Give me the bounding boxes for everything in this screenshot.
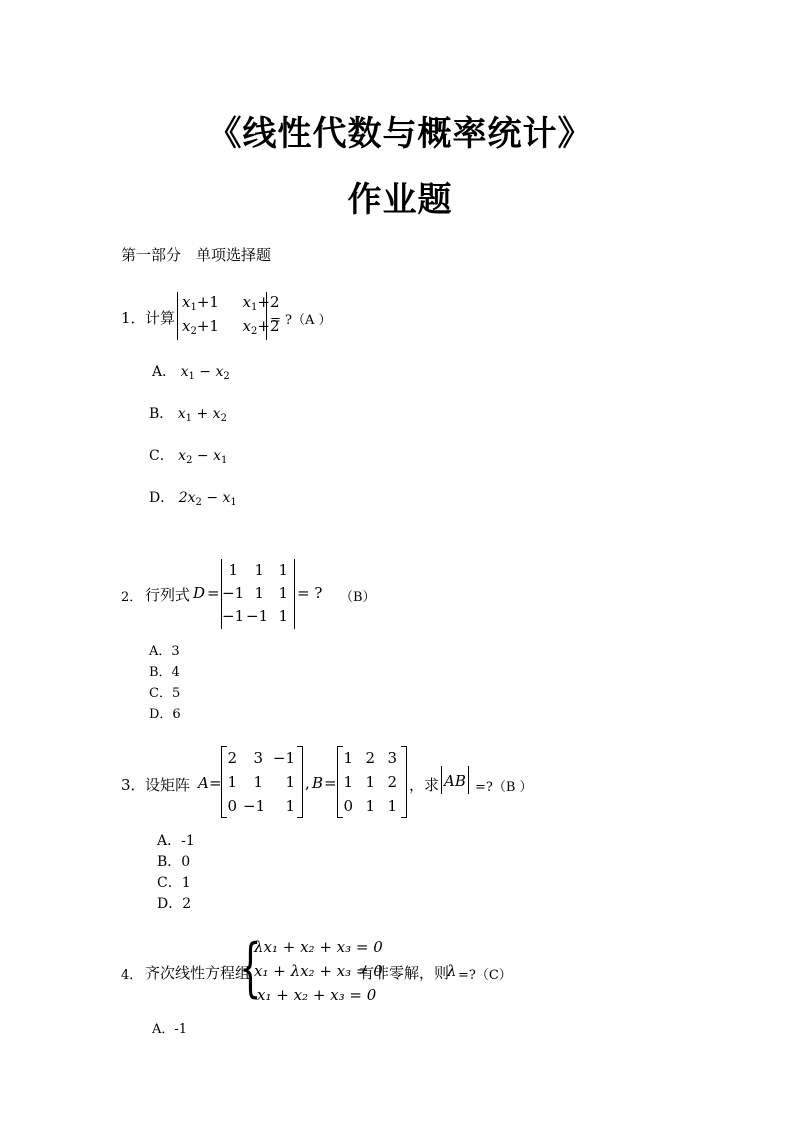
q2-cell: −1: [222, 584, 245, 602]
q3-b-cell: 0: [343, 797, 353, 815]
q2-eq: =: [207, 584, 220, 602]
q1-suffix: = ?（A ）: [270, 313, 332, 328]
q2-cell: 1: [278, 584, 288, 602]
q4-option-a: A．-1: [152, 1022, 188, 1037]
q3-b-cell: 1: [365, 773, 375, 791]
q2-cell: −1: [222, 607, 245, 625]
q4-brace: {: [239, 931, 262, 1005]
q2-option-a: A．3: [149, 644, 180, 659]
q3-a-cell: 1: [253, 773, 263, 791]
q3-a-cell: 1: [227, 773, 237, 791]
q3-matrix-a: [221, 746, 303, 818]
q3-option-c: C．1: [157, 875, 191, 891]
q3-b-cell: 1: [387, 797, 397, 815]
q4-middle: 有非零解，则: [359, 964, 450, 982]
q2-cell: 1: [254, 584, 264, 602]
q3-var-a: A: [198, 774, 209, 792]
q4-eq3: x₁ + x₂ + x₃ = 0: [257, 986, 377, 1004]
q3-b-cell: 2: [365, 749, 375, 767]
q4-suffix: =?（C）: [458, 968, 512, 983]
document-subtitle: 作业题: [347, 180, 453, 220]
q1-determinant: [177, 292, 280, 340]
q2-option-b: B．4: [149, 665, 180, 680]
q2-cell: 1: [278, 561, 288, 579]
q3-option-a: A．-1: [157, 833, 195, 849]
q3-a-cell: −1: [272, 749, 295, 767]
q3-suffix: =?（B ）: [475, 780, 533, 795]
q4-eq2: x₁ + λx₂ + x₃ = 0: [254, 962, 383, 980]
q3-matrix-b: [337, 746, 407, 818]
q3-option-d: D．2: [157, 896, 192, 912]
q3-a-cell: 0: [227, 797, 237, 815]
q1-option-d: D． $2x_2 - x_1$: [149, 490, 237, 508]
q3-ab-det: AB: [441, 766, 469, 794]
document-title: 《线性代数与概率统计》: [207, 114, 593, 154]
q3-a-cell: 1: [285, 773, 295, 791]
q2-cell: 1: [254, 561, 264, 579]
q3-comma: ,: [305, 774, 310, 792]
q3-b-cell: 1: [343, 749, 353, 767]
q1-option-a: A． $x_1 - x_2$: [152, 364, 230, 382]
q3-prefix: 设矩阵: [145, 776, 191, 794]
q4-lambda: λ: [447, 962, 457, 980]
q3-a-cell: 2: [227, 749, 237, 767]
q2-prefix: 行列式: [145, 586, 191, 604]
section-heading: 第一部分 单项选择题: [121, 246, 272, 264]
q3-b-cell: 2: [387, 773, 397, 791]
q2-cell: −1: [246, 607, 269, 625]
q2-option-d: D．6: [149, 707, 181, 722]
q2-question-mark: = ?: [297, 584, 323, 602]
q3-a-cell: 1: [285, 797, 295, 815]
q3-option-b: B．0: [157, 854, 191, 870]
q1-det-row1: $x_1+1$ $x_1+2$: [182, 293, 280, 313]
q3-b-cell: 3: [387, 749, 397, 767]
q2-cell: 1: [278, 607, 288, 625]
q3-b-cell: 1: [365, 797, 375, 815]
q3-number: 3．: [121, 776, 146, 794]
q4-prefix: 齐次线性方程组: [145, 964, 251, 982]
q1-option-c: C． $x_2 - x_1$: [149, 448, 228, 466]
q3-a-cell: 3: [253, 749, 263, 767]
q2-determinant: [221, 559, 295, 629]
q1-det-row2: $x_2+1$ $x_2+2$: [182, 317, 280, 337]
q1-number: 1．: [121, 309, 146, 327]
q3-eq-b: =: [324, 774, 337, 792]
q2-answer: （B）: [340, 590, 376, 605]
q1-option-b: B． $x_1 + x_2$: [149, 406, 227, 424]
q4-number: 4．: [121, 968, 143, 983]
q3-a-cell: −1: [243, 797, 266, 815]
q3-b-cell: 1: [343, 773, 353, 791]
q3-eq-a: =: [209, 774, 222, 792]
q2-option-c: C．5: [149, 686, 181, 701]
q2-var: D: [193, 584, 206, 602]
q2-number: 2．: [121, 590, 143, 605]
q3-var-b: B: [312, 774, 324, 792]
q1-prefix: 计算: [145, 309, 176, 327]
q4-eq1: λx₁ + x₂ + x₃ = 0: [254, 938, 383, 956]
q3-ask: ，求: [409, 776, 440, 794]
q2-cell: 1: [228, 561, 238, 579]
